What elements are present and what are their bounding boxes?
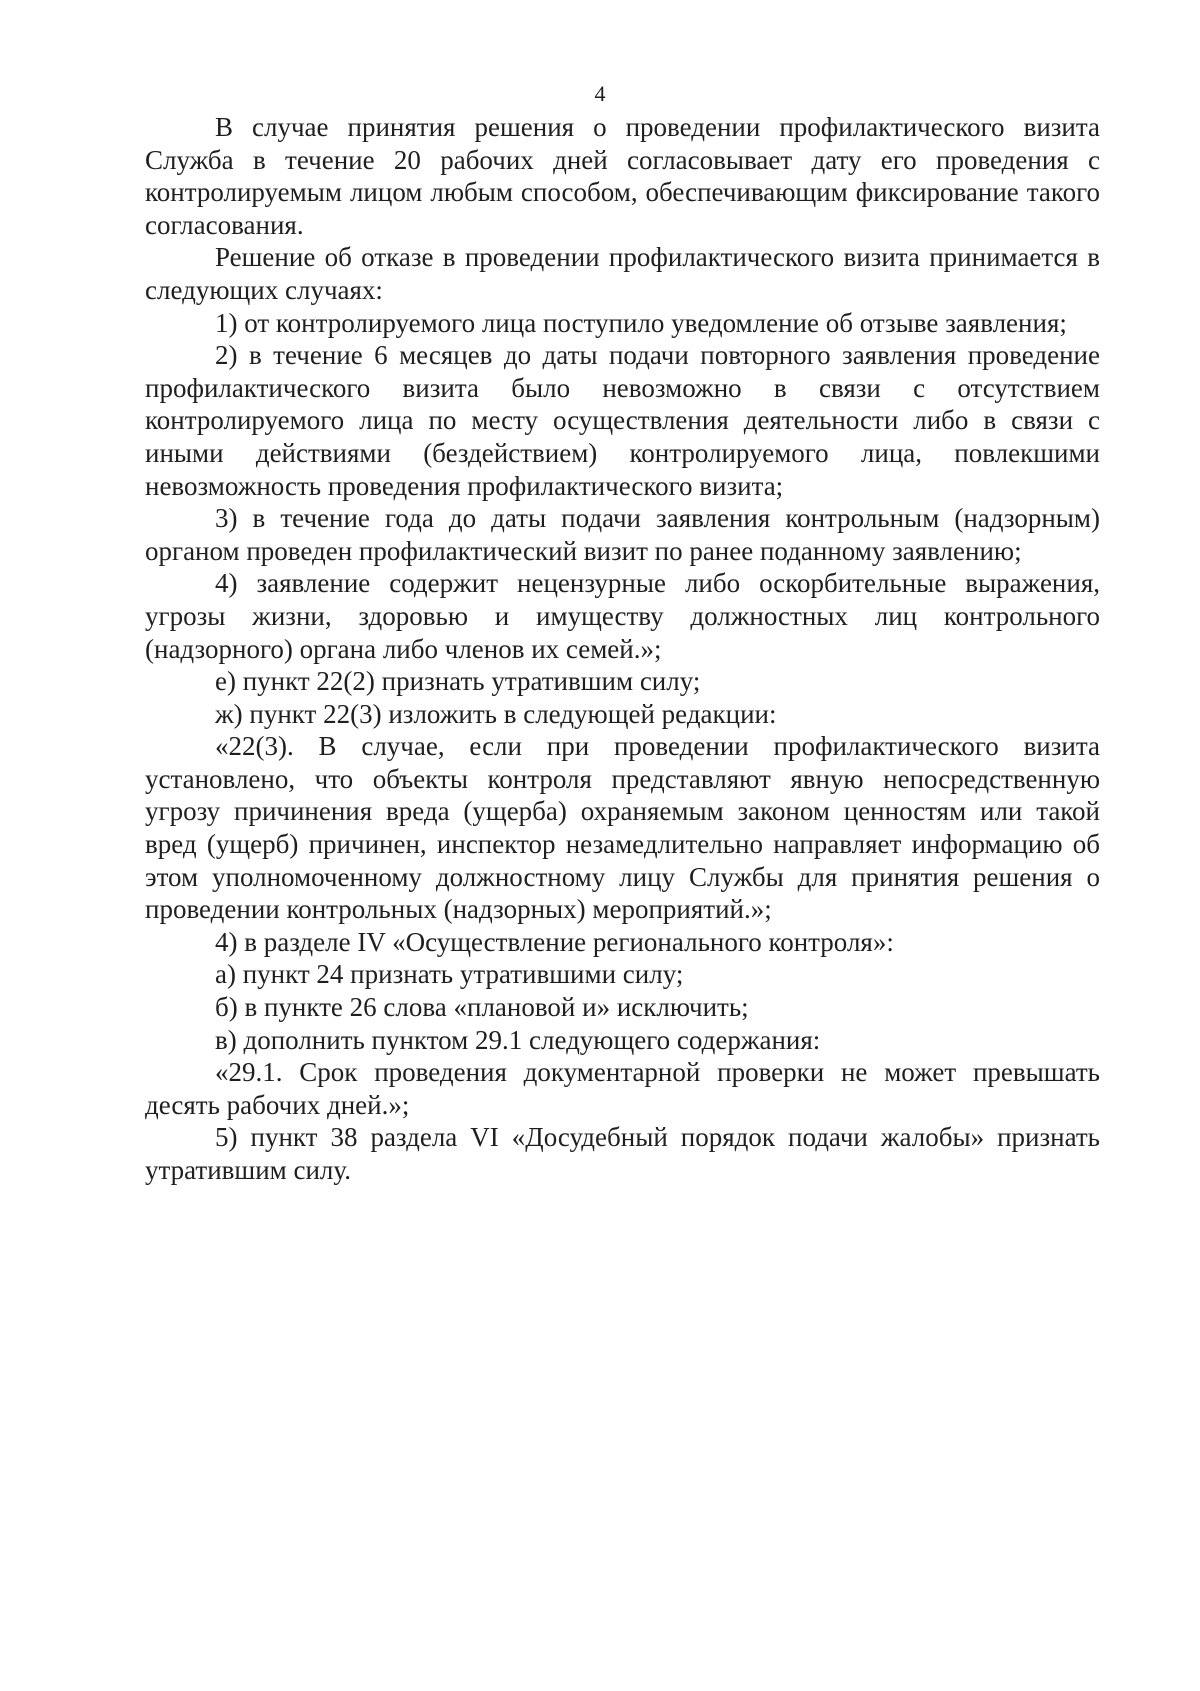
paragraph-visit-agreement: В случае принятия решения о проведении профилактического визита Служба в течение 20 рабочих дней согласовывает дату его проведения с контролируемым лицом любым способом, обеспечивающим фиксирование такого согласования. <box>145 112 1100 240</box>
paragraph-item-zh: ж) пункт 22(3) изложить в следующей редакции: <box>215 698 777 729</box>
page-number: 4 <box>594 81 606 106</box>
paragraph-item-b: б) в пункте 26 слова «плановой и» исключить; <box>215 992 749 1023</box>
paragraph-item-v: в) дополнить пунктом 29.1 следующего содержания: <box>215 1024 821 1055</box>
paragraph-case-1: 1) от контролируемого лица поступило уведомление об отзыве заявления; <box>215 307 1067 338</box>
paragraph-case-4: 4) заявление содержит нецензурные либо оскорбительные выражения, угрозы жизни, здоровью и имуществу должностных лиц контрольного (надзорного) органа либо членов их семей.»; <box>145 568 1100 664</box>
paragraph-item-a: а) пункт 24 признать утратившими силу; <box>215 959 684 990</box>
document-body <box>145 111 1100 1187</box>
paragraph-case-3: 3) в течение года до даты подачи заявления контрольным (надзорным) органом проведен профилактический визит по ранее поданному заявлению; <box>145 503 1100 566</box>
paragraph-section-iv: 4) в разделе IV «Осуществление регионального контроля»: <box>215 926 894 957</box>
paragraph-refusal-cases: Решение об отказе в проведении профилактического визита принимается в следующих случаях: <box>145 242 1100 305</box>
paragraph-case-2: 2) в течение 6 месяцев до даты подачи повторного заявления проведение профилактического визита было невозможно в связи с отсутствием контролируемого лица по месту осуществления деятельности либо в связи с иными действиями (бездействием) контролируемого лица, повлекшими невозможность проведения профилактического визита; <box>145 340 1100 501</box>
paragraph-29-1-text: «29.1. Срок проведения документарной проверки не может превышать десять рабочих дней.»; <box>145 1057 1100 1120</box>
paragraph-item-5: 5) пункт 38 раздела VI «Досудебный порядок подачи жалобы» признать утратившим силу. <box>145 1122 1100 1185</box>
paragraph-item-e: е) пункт 22(2) признать утратившим силу; <box>215 666 701 697</box>
paragraph-22-3-text: «22(3). В случае, если при проведении профилактического визита установлено, что объекты контроля представляют явную непосредственную угрозу причинения вреда (ущерба) охраняемым законом ценностям или такой вред (ущерб) причинен, инспектор незамедлительно направляет информацию об этом уполномоченному должностному лицу Службы для принятия решения о проведении контрольных (надзорных) мероприятий.»; <box>145 731 1100 925</box>
